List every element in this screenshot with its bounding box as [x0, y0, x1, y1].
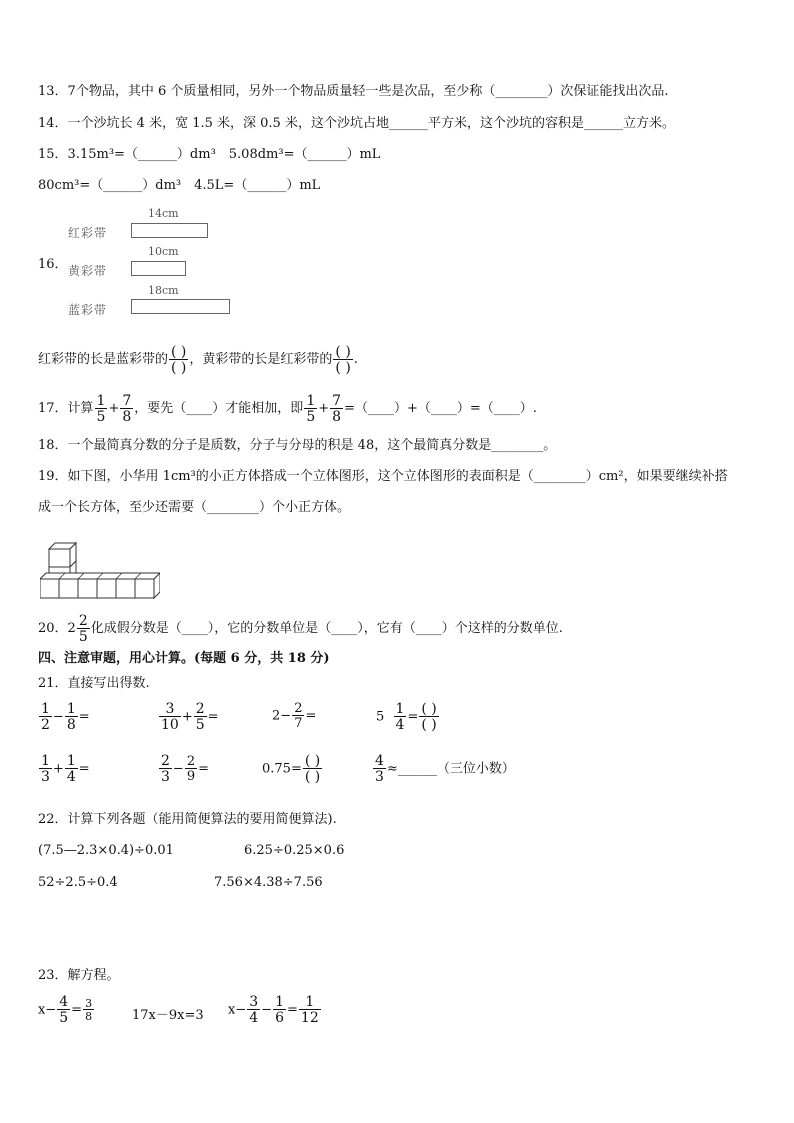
q21-r1a-minus: −: [52, 709, 64, 725]
yellow-ribbon-length: 10cm: [148, 245, 179, 258]
q13-text-a: 13．7个物品，其中 6 个质量相同，另外一个物品质量轻一些是次品，至少称（: [38, 84, 496, 99]
red-ribbon-length: 14cm: [148, 207, 179, 220]
q17-plus-2: +: [318, 401, 330, 416]
q23-e1-n1: 4: [59, 994, 69, 1010]
question-17: [38, 392, 537, 426]
yellow-ribbon-label: 黄彩带: [68, 264, 108, 278]
q21-r2b-d2: 9: [186, 769, 196, 784]
q21-r2b-eq: =: [198, 761, 210, 777]
q21-r1a-eq: =: [78, 709, 90, 725]
q16-frac2-num[interactable]: ( ): [335, 343, 351, 360]
q23-e3-n3: 1: [305, 994, 315, 1010]
q21-r1a-n2: 1: [66, 701, 76, 717]
q17-fraction-4: [330, 394, 343, 424]
q17-f3-den: 5: [306, 408, 316, 425]
q17-fraction-3: [304, 394, 317, 424]
q21-r2a-eq: =: [78, 761, 90, 777]
q21-r2a-plus: +: [52, 761, 64, 777]
q21-r1c-eq: =: [305, 708, 317, 724]
q21-r2c-answer[interactable]: [303, 754, 322, 784]
base-cube-4: [97, 579, 116, 598]
stack-cube-top: [49, 549, 70, 567]
q15-blank-2[interactable]: ______: [307, 147, 347, 162]
q23-eq-3: [228, 995, 322, 1025]
q14-blank-2[interactable]: ______: [583, 116, 623, 131]
q21-r1d-answer[interactable]: [419, 702, 438, 732]
q15-line2-a: 80cm³=（: [38, 178, 104, 193]
question-19-line-2: [38, 499, 350, 517]
q21-r1d-d: 4: [395, 717, 405, 733]
q17-f2-den: 8: [122, 408, 132, 425]
q23-e3-n2: 1: [275, 994, 284, 1010]
q23-title-text: 23．解方程。: [38, 968, 120, 983]
q19-line1: 19．如下图，小华用 1cm³的小正方体搭成一个立体图形，这个立体图形的表面积是（________）cm²，如果要继续补搭: [38, 469, 728, 484]
q22-expr-3: 52÷2.5÷0.4: [38, 875, 118, 890]
base-cube-6: [135, 579, 154, 598]
q19-line2: 成一个长方体，至少还需要（________）个小正方体。: [38, 500, 351, 515]
blue-ribbon-label: 蓝彩带: [68, 303, 108, 317]
q23-e3-n1: 3: [249, 994, 259, 1010]
q16-fraction-1[interactable]: [169, 345, 188, 375]
q16-number: 16．: [38, 257, 68, 272]
q21-r2-d: [372, 754, 515, 784]
q16-text-a: 红彩带的长是蓝彩带的: [38, 352, 169, 367]
q16-frac1-den[interactable]: ( ): [171, 359, 187, 376]
q21-r1c-d2: 7: [294, 716, 303, 731]
q16-text-b: ，黄彩带的长是红彩带的: [189, 352, 333, 367]
question-15-line-1: [38, 146, 380, 164]
yellow-ribbon-bar: [131, 261, 186, 276]
q16-frac1-num[interactable]: ( ): [171, 343, 187, 360]
q15-line2-b: ）dm³ 4.5L=（: [142, 178, 248, 193]
q20-fraction: [77, 614, 90, 644]
q17-f4-den: 8: [332, 408, 342, 425]
q21-r1c-minus: −: [280, 708, 292, 724]
base-cube-5: [116, 579, 135, 598]
base-cube-3: [78, 579, 97, 598]
q21-r1b-d1: 10: [161, 717, 179, 733]
question-22-title: [38, 811, 337, 829]
red-ribbon-bar: [131, 223, 208, 238]
q21-r1-b: [158, 702, 219, 732]
q23-eq-1: [38, 995, 95, 1025]
q14-blank-1[interactable]: ______: [388, 116, 428, 131]
q21-r2b-n2: 2: [186, 754, 196, 769]
q13-blank[interactable]: ________: [495, 84, 548, 99]
q15-blank-3[interactable]: ______: [103, 178, 143, 193]
q20-text-a: 20．2: [38, 621, 76, 636]
q21-r1b-eq: =: [207, 709, 219, 725]
q21-r1b-plus: +: [181, 709, 193, 725]
q21-r1a-d2: 8: [66, 717, 76, 733]
q21-r2d-n: 4: [375, 753, 384, 769]
q21-r2b-n1: 2: [161, 753, 170, 769]
q23-e1-eq: =: [71, 1002, 83, 1018]
q21-r2c-text: 0.75=: [262, 761, 302, 777]
q23-e1-d2: 8: [85, 1010, 93, 1023]
q15-line2-c: ）mL: [286, 178, 321, 193]
q17-fraction-2: [120, 394, 133, 424]
q17-fraction-1: [95, 394, 108, 424]
q23-e1-n2: 3: [85, 997, 93, 1010]
q23-e3-eq: =: [287, 1002, 298, 1018]
blue-ribbon-bar: [131, 299, 230, 314]
q23-e3-minus: −: [235, 1002, 247, 1018]
q17-text-a: 17．计算: [38, 401, 94, 416]
q17-f3-num: 1: [306, 392, 316, 409]
q21-title-text: 21．直接写出得数.: [38, 676, 150, 691]
q22-expr-1: (7.5—2.3×0.4)÷0.01: [38, 843, 174, 858]
q13-text-b: ）次保证能找出次品.: [547, 84, 669, 99]
q21-r2-b: [158, 754, 209, 784]
q21-r2-c: [262, 754, 323, 784]
question-16-text: [38, 340, 358, 380]
q23-e3-d3: 12: [300, 1010, 319, 1026]
question-19-line-1: [38, 468, 728, 486]
q23-e1-x: x: [38, 1002, 46, 1018]
q20-f-num: 2: [78, 612, 88, 629]
q23-e3-d1: 4: [249, 1010, 259, 1026]
blue-ribbon-length: 18cm: [148, 284, 179, 297]
q21-r2-a: [38, 754, 90, 784]
q22-expr-4: 7.56×4.38÷7.56: [214, 875, 323, 890]
q21-r1d-ans-num[interactable]: ( ): [421, 701, 437, 717]
q21-r1c-n2: 2: [294, 701, 303, 716]
section-4-title-text: 四、注意审题，用心计算。(每题 6 分，共 18 分): [38, 651, 330, 666]
q23-e1-d1: 5: [59, 1010, 69, 1026]
q21-r2c-ans-num[interactable]: ( ): [304, 753, 321, 769]
question-13: [38, 83, 669, 101]
q17-f1-num: 1: [96, 392, 106, 409]
q22-title-text: 22．计算下列各题（能用简便算法的要用简便算法).: [38, 812, 337, 827]
q21-r2a-d2: 4: [66, 769, 76, 785]
q20-text-b: 化成假分数是（____），它的分数单位是（____），它有（____）个这样的分数单位.: [90, 621, 563, 636]
q21-r2a-d1: 3: [41, 769, 50, 785]
q22-expr-2: 6.25÷0.25×0.6: [244, 843, 345, 858]
q21-r1-a: [38, 702, 90, 732]
q14-text-a: 14．一个沙坑长 4 米，宽 1.5 米，深 0.5 米，这个沙坑占地: [38, 116, 389, 131]
q21-r2a-n1: 1: [41, 753, 50, 769]
q15-line1-c: ）mL: [346, 147, 381, 162]
cube-figure: [40, 528, 160, 600]
q15-line1-b: ）dm³ 5.08dm³=（: [176, 147, 308, 162]
q21-r1d-eq: =: [407, 709, 419, 725]
q17-text-c: =（____）+（____）=（____）.: [344, 401, 537, 416]
q21-r1d-ans-den[interactable]: ( ): [421, 717, 437, 733]
q17-f1-den: 5: [96, 408, 106, 425]
q21-r1-d: [376, 702, 440, 732]
q21-r2b-d1: 3: [161, 769, 170, 785]
q21-r1a-d1: 2: [41, 717, 50, 733]
q16-fraction-2[interactable]: [333, 345, 352, 375]
q17-plus: +: [108, 401, 120, 416]
q23-eq-2: 17x－9x=3: [132, 1008, 204, 1023]
q21-r2a-n2: 1: [66, 753, 76, 769]
q15-blank-1[interactable]: ______: [137, 147, 177, 162]
q23-e3-x: x: [228, 1002, 236, 1018]
q17-f4-num: 7: [332, 392, 342, 409]
q21-r1b-d2: 5: [195, 717, 205, 733]
q16-text-c: .: [353, 352, 358, 367]
q21-r1d-n: 1: [395, 701, 405, 717]
q21-r1a-n1: 1: [41, 701, 50, 717]
q23-e3-minus-2: −: [261, 1002, 273, 1018]
q21-r1c-w: 2: [272, 708, 281, 724]
q23-e1-minus: −: [45, 1002, 57, 1018]
q16-frac2-den[interactable]: ( ): [335, 359, 351, 376]
q21-r2d-tail[interactable]: ______（三位小数）: [397, 761, 515, 777]
q21-r2c-ans-den[interactable]: ( ): [304, 769, 321, 785]
q21-r1d-w: 5: [376, 709, 385, 725]
red-ribbon-label: 红彩带: [68, 226, 108, 240]
q21-r1b-n2: 2: [195, 701, 205, 717]
q18-text: 18．一个最简真分数的分子是质数，分子与分母的积是 48，这个最简真分数是________。: [38, 438, 557, 453]
question-23-title: [38, 967, 120, 985]
q15-blank-4[interactable]: ______: [247, 178, 287, 193]
q14-text-c: 立方米。: [622, 116, 675, 131]
base-cube-2: [59, 579, 78, 598]
base-cube-1: [40, 579, 59, 598]
question-15-line-2: [38, 177, 320, 195]
q15-line1-a: 15．3.15m³=（: [38, 147, 138, 162]
q21-r2d-d: 3: [375, 769, 384, 785]
q21-r2d-approx: ≈: [386, 761, 398, 777]
q17-text-b: ，要先（____）才能相加，即: [134, 401, 304, 416]
q21-r1b-n1: 3: [165, 701, 175, 717]
question-14: [38, 115, 675, 133]
section-4-title: [38, 650, 330, 668]
question-18: [38, 437, 556, 455]
q21-r2b-minus: −: [172, 761, 184, 777]
q20-f-den: 5: [78, 628, 88, 645]
q23-e3-d2: 6: [275, 1010, 284, 1026]
question-21-title: [38, 675, 150, 693]
question-20: [38, 612, 563, 646]
q17-f2-num: 7: [122, 392, 132, 409]
q21-r1-c: [272, 702, 316, 730]
q14-text-b: 平方米，这个沙坑的容积是: [427, 116, 584, 131]
